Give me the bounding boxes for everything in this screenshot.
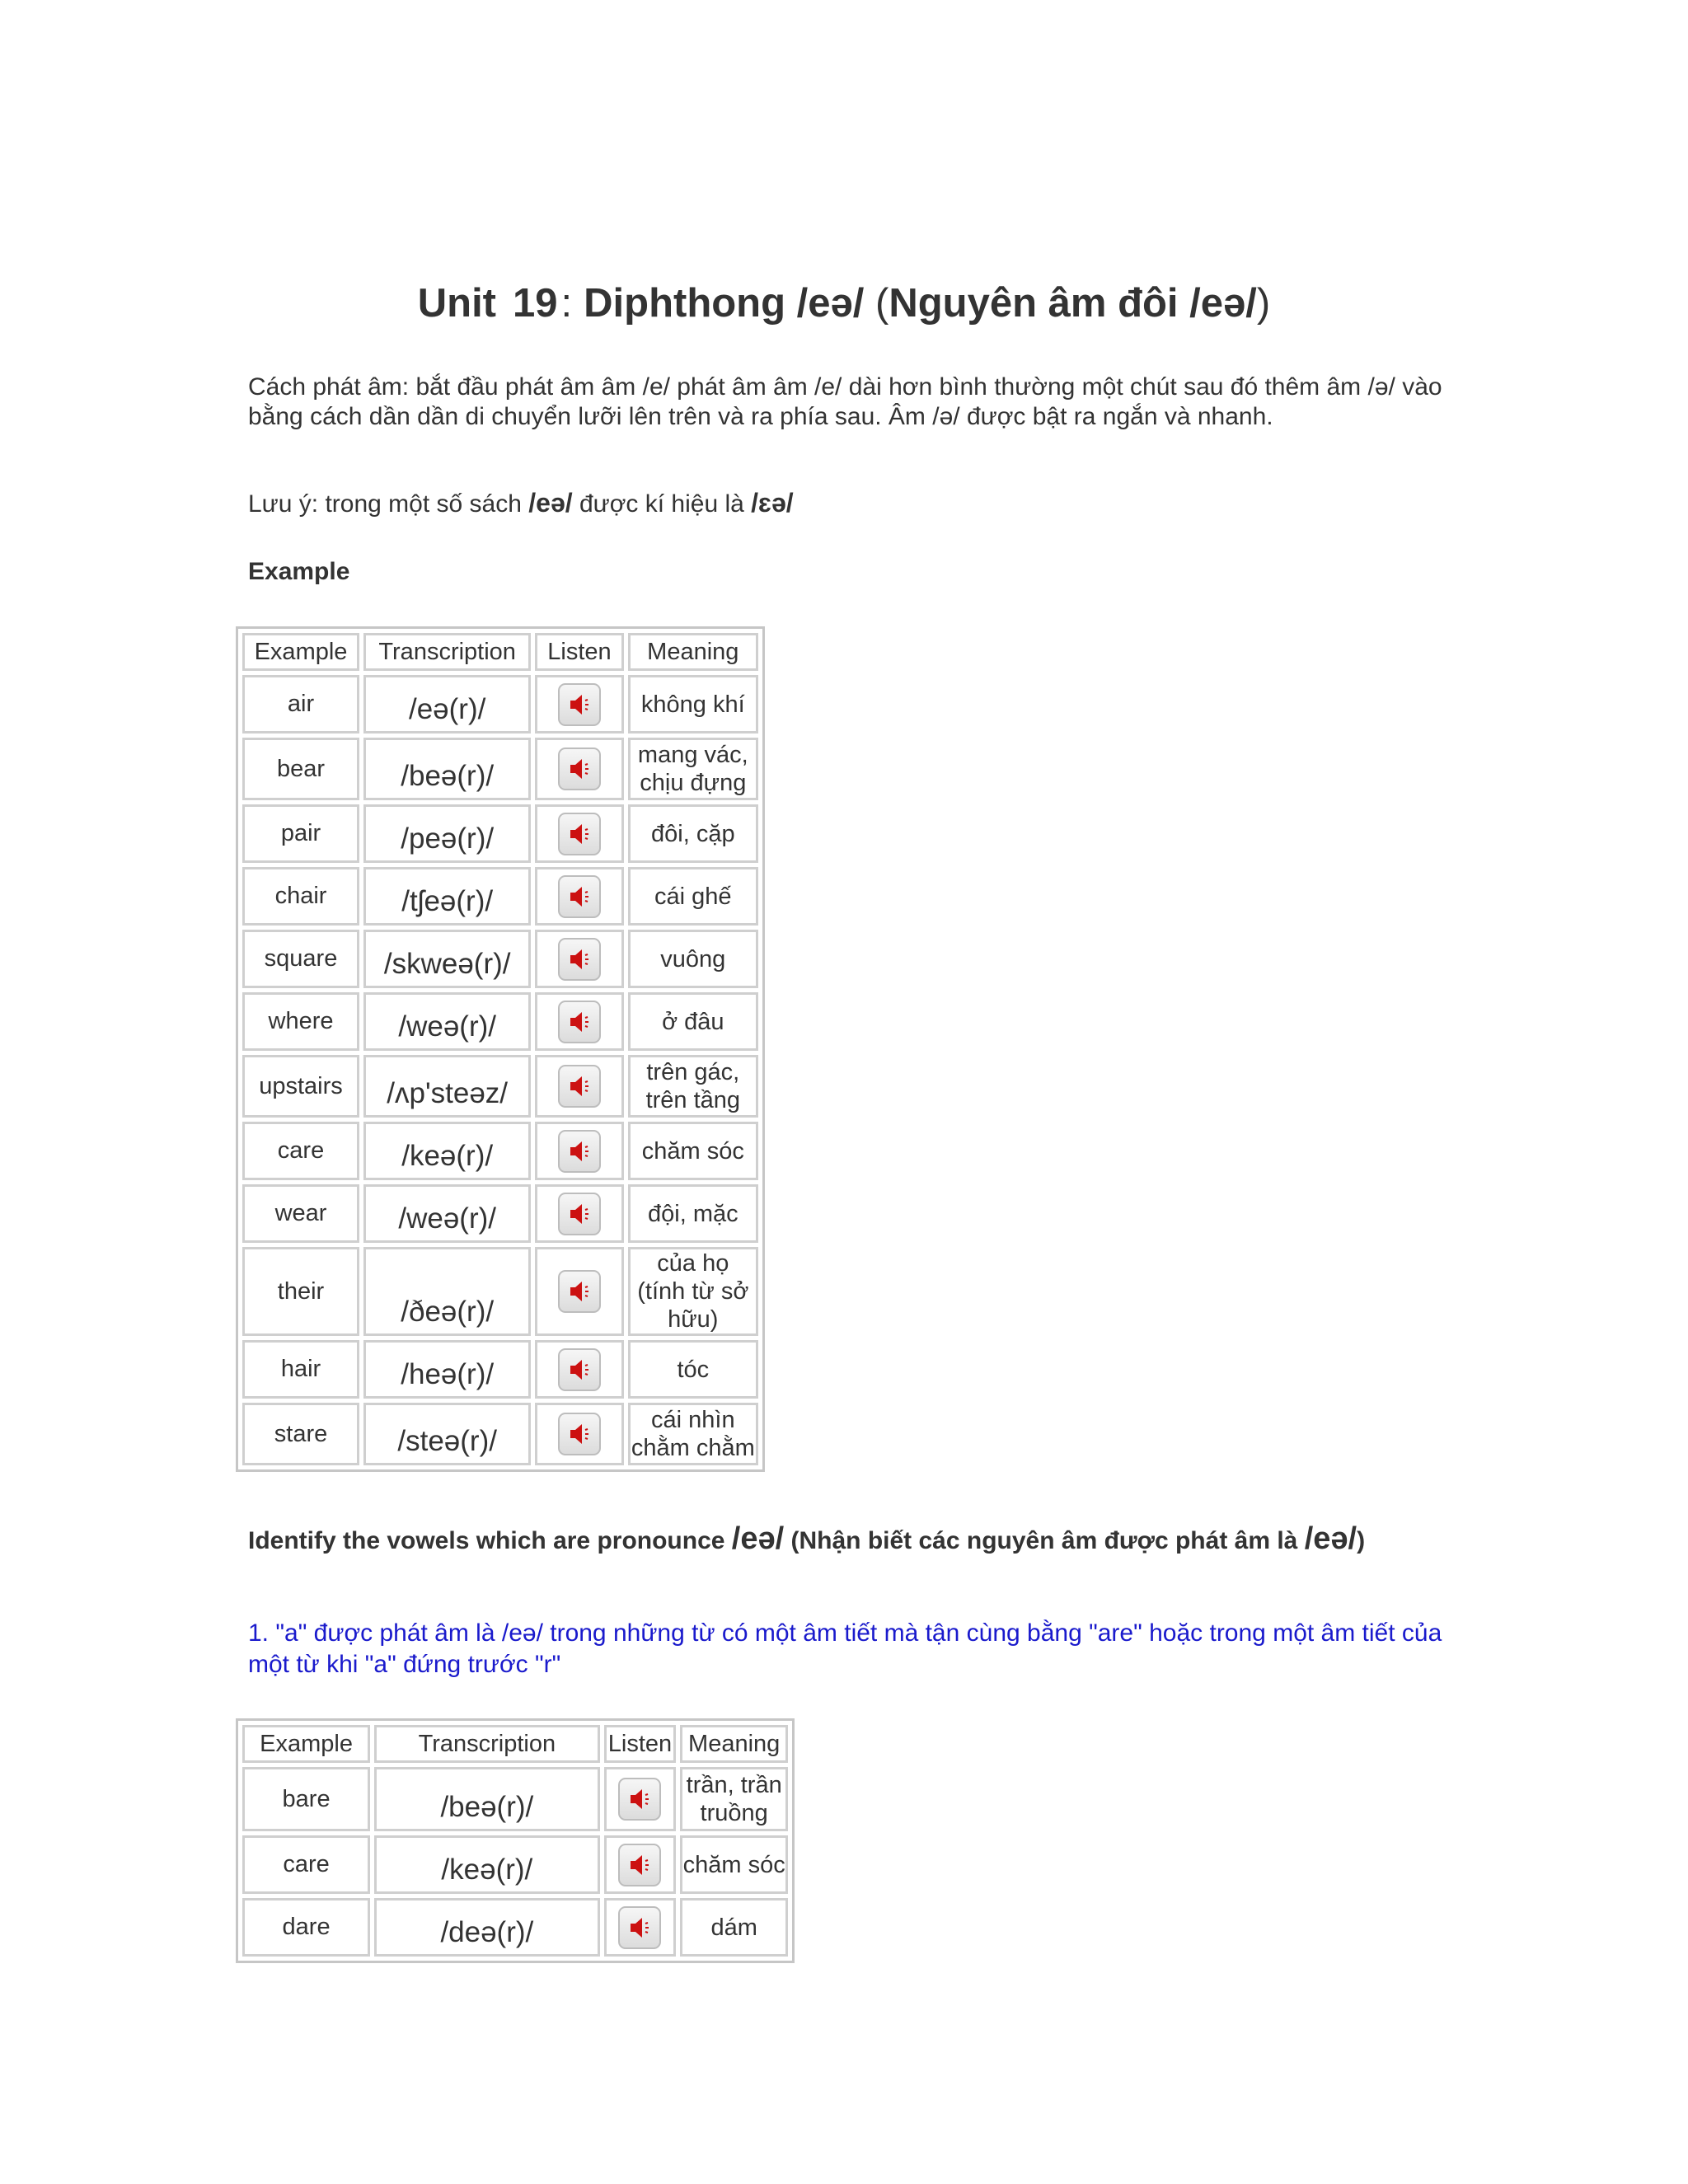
- listen-cell: [535, 992, 623, 1051]
- speaker-icon[interactable]: [618, 1906, 661, 1949]
- speaker-icon[interactable]: [618, 1844, 661, 1886]
- meaning: trần, trần truồng: [680, 1767, 788, 1831]
- transcription: /weə(r)/: [363, 1184, 531, 1243]
- meaning: cái nhìn chằm chằm: [628, 1403, 758, 1465]
- transcription: /ðeə(r)/: [363, 1247, 531, 1336]
- example-word: bare: [242, 1767, 370, 1831]
- rule-1-table-body: [242, 1767, 788, 1957]
- speaker-icon[interactable]: [558, 1130, 601, 1173]
- example-table-header: [242, 633, 758, 671]
- listen-cell: [604, 1898, 677, 1957]
- meaning: đội, mặc: [628, 1184, 758, 1243]
- listen-cell: [535, 1403, 623, 1465]
- rule-1-table-header-transcription: Transcription: [374, 1725, 599, 1763]
- table-row: [242, 1340, 758, 1399]
- example-word: care: [242, 1835, 370, 1894]
- listen-cell: [535, 1184, 623, 1243]
- example-word: upstairs: [242, 1055, 359, 1118]
- example-table: [236, 626, 765, 1472]
- example-word: hair: [242, 1340, 359, 1399]
- meaning: trên gác, trên tầng: [628, 1055, 758, 1118]
- table-row: [242, 1898, 788, 1957]
- example-word: air: [242, 675, 359, 733]
- example-word: square: [242, 930, 359, 988]
- transcription: /eə(r)/: [363, 675, 531, 733]
- rule-1: 1. "a" được phát âm là /eə/ trong những từ có một âm tiết mà tận cùng bằng "are" hoặc trong một âm tiết của một từ khi "a" đứng trước "r": [248, 1619, 1442, 1678]
- transcription: /weə(r)/: [363, 992, 531, 1051]
- listen-cell: [535, 930, 623, 988]
- example-word: where: [242, 992, 359, 1051]
- title-paren-open: (: [875, 281, 889, 326]
- table-row: [242, 1767, 788, 1831]
- meaning: tóc: [628, 1340, 758, 1399]
- speaker-icon[interactable]: [558, 875, 601, 918]
- meaning: chăm sóc: [680, 1835, 788, 1894]
- transcription: /heə(r)/: [363, 1340, 531, 1399]
- example-table-header-listen: Listen: [535, 633, 623, 671]
- example-word: wear: [242, 1184, 359, 1243]
- speaker-icon[interactable]: [558, 1001, 601, 1043]
- listen-cell: [604, 1835, 677, 1894]
- meaning: ở đâu: [628, 992, 758, 1051]
- table-row: [242, 1247, 758, 1336]
- note-symbol-1: /eə/: [528, 488, 573, 518]
- note-line: [248, 488, 794, 518]
- example-word: dare: [242, 1898, 370, 1957]
- listen-cell: [535, 1340, 623, 1399]
- rule-1-table: [236, 1718, 795, 1963]
- example-word: their: [242, 1247, 359, 1336]
- table-row: [242, 867, 758, 926]
- transcription: /peə(r)/: [363, 804, 531, 863]
- title-main: Diphthong /eə/: [584, 281, 865, 326]
- meaning: dám: [680, 1898, 788, 1957]
- transcription: /skweə(r)/: [363, 930, 531, 988]
- table-row: [242, 738, 758, 800]
- example-table-body: [242, 675, 758, 1465]
- meaning: đôi, cặp: [628, 804, 758, 863]
- meaning: mang vác, chịu đựng: [628, 738, 758, 800]
- table-row: [242, 1122, 758, 1180]
- meaning: không khí: [628, 675, 758, 733]
- speaker-icon[interactable]: [558, 683, 601, 726]
- page-title: [0, 280, 1688, 326]
- speaker-icon[interactable]: [558, 1065, 601, 1108]
- transcription: /keə(r)/: [363, 1122, 531, 1180]
- pronunciation-description: Cách phát âm: bắt đầu phát âm âm /e/ phát âm âm /e/ dài hơn bình thường một chút sau đó thêm âm /ə/ vào bằng cách dần dần di chuyển lưỡi lên trên và ra phía sau. Âm /ə/ được bật ra ngắn và nhanh.: [248, 373, 1442, 430]
- identify-symbol-2: /eə/: [1304, 1521, 1357, 1556]
- table-row: [242, 1184, 758, 1243]
- example-word: stare: [242, 1403, 359, 1465]
- example-heading: Example: [248, 558, 350, 585]
- table-row: [242, 1055, 758, 1118]
- transcription: /steə(r)/: [363, 1403, 531, 1465]
- listen-cell: [535, 867, 623, 926]
- speaker-icon[interactable]: [558, 748, 601, 790]
- example-table-header-example: Example: [242, 633, 359, 671]
- rule-1-table-header-meaning: Meaning: [680, 1725, 788, 1763]
- table-row: [242, 930, 758, 988]
- table-row: [242, 1403, 758, 1465]
- listen-cell: [535, 675, 623, 733]
- listen-cell: [535, 738, 623, 800]
- speaker-icon[interactable]: [558, 1193, 601, 1235]
- identify-heading: [248, 1521, 1365, 1557]
- listen-cell: [535, 1247, 623, 1336]
- speaker-icon[interactable]: [558, 938, 601, 981]
- listen-cell: [604, 1767, 677, 1831]
- transcription: /deə(r)/: [374, 1898, 599, 1957]
- identify-suffix: ): [1357, 1527, 1366, 1554]
- example-word: pair: [242, 804, 359, 863]
- note-middle: được kí hiệu là: [572, 490, 752, 518]
- speaker-icon[interactable]: [558, 813, 601, 855]
- note-prefix: Lưu ý: trong một số sách: [248, 490, 529, 518]
- note-symbol-2: /ɛə/: [751, 488, 794, 518]
- meaning: cái ghế: [628, 867, 758, 926]
- table-row: [242, 992, 758, 1051]
- meaning: vuông: [628, 930, 758, 988]
- example-table-header-transcription: Transcription: [363, 633, 531, 671]
- meaning: chăm sóc: [628, 1122, 758, 1180]
- transcription: /tʃeə(r)/: [363, 867, 531, 926]
- speaker-icon[interactable]: [558, 1348, 601, 1391]
- meaning: của họ (tính từ sở hữu): [628, 1247, 758, 1336]
- identify-middle: (Nhận biết các nguyên âm được phát âm là: [784, 1527, 1305, 1554]
- rule-1-table-header: [242, 1725, 788, 1763]
- speaker-icon[interactable]: [558, 1270, 601, 1313]
- title-colon: :: [560, 281, 573, 326]
- title-paren-text: Nguyên âm đôi /eə/: [889, 281, 1257, 326]
- example-word: chair: [242, 867, 359, 926]
- rule-1-table-header-listen: Listen: [604, 1725, 677, 1763]
- example-word: care: [242, 1122, 359, 1180]
- transcription: /beə(r)/: [363, 738, 531, 800]
- listen-cell: [535, 1122, 623, 1180]
- listen-cell: [535, 804, 623, 863]
- speaker-icon[interactable]: [618, 1778, 661, 1821]
- transcription: /beə(r)/: [374, 1767, 599, 1831]
- listen-cell: [535, 1055, 623, 1118]
- identify-symbol-1: /eə/: [731, 1521, 785, 1556]
- table-row: [242, 675, 758, 733]
- rule-1-table-header-example: Example: [242, 1725, 370, 1763]
- title-unit: Unit: [417, 281, 496, 326]
- speaker-icon[interactable]: [558, 1413, 601, 1455]
- example-word: bear: [242, 738, 359, 800]
- transcription: /keə(r)/: [374, 1835, 599, 1894]
- title-paren-close: ): [1256, 281, 1271, 326]
- table-row: [242, 1835, 788, 1894]
- example-table-header-meaning: Meaning: [628, 633, 758, 671]
- transcription: /ʌp'steəz/: [363, 1055, 531, 1118]
- table-row: [242, 804, 758, 863]
- title-number: 19: [513, 281, 558, 326]
- identify-prefix: Identify the vowels which are pronounce: [248, 1527, 732, 1554]
